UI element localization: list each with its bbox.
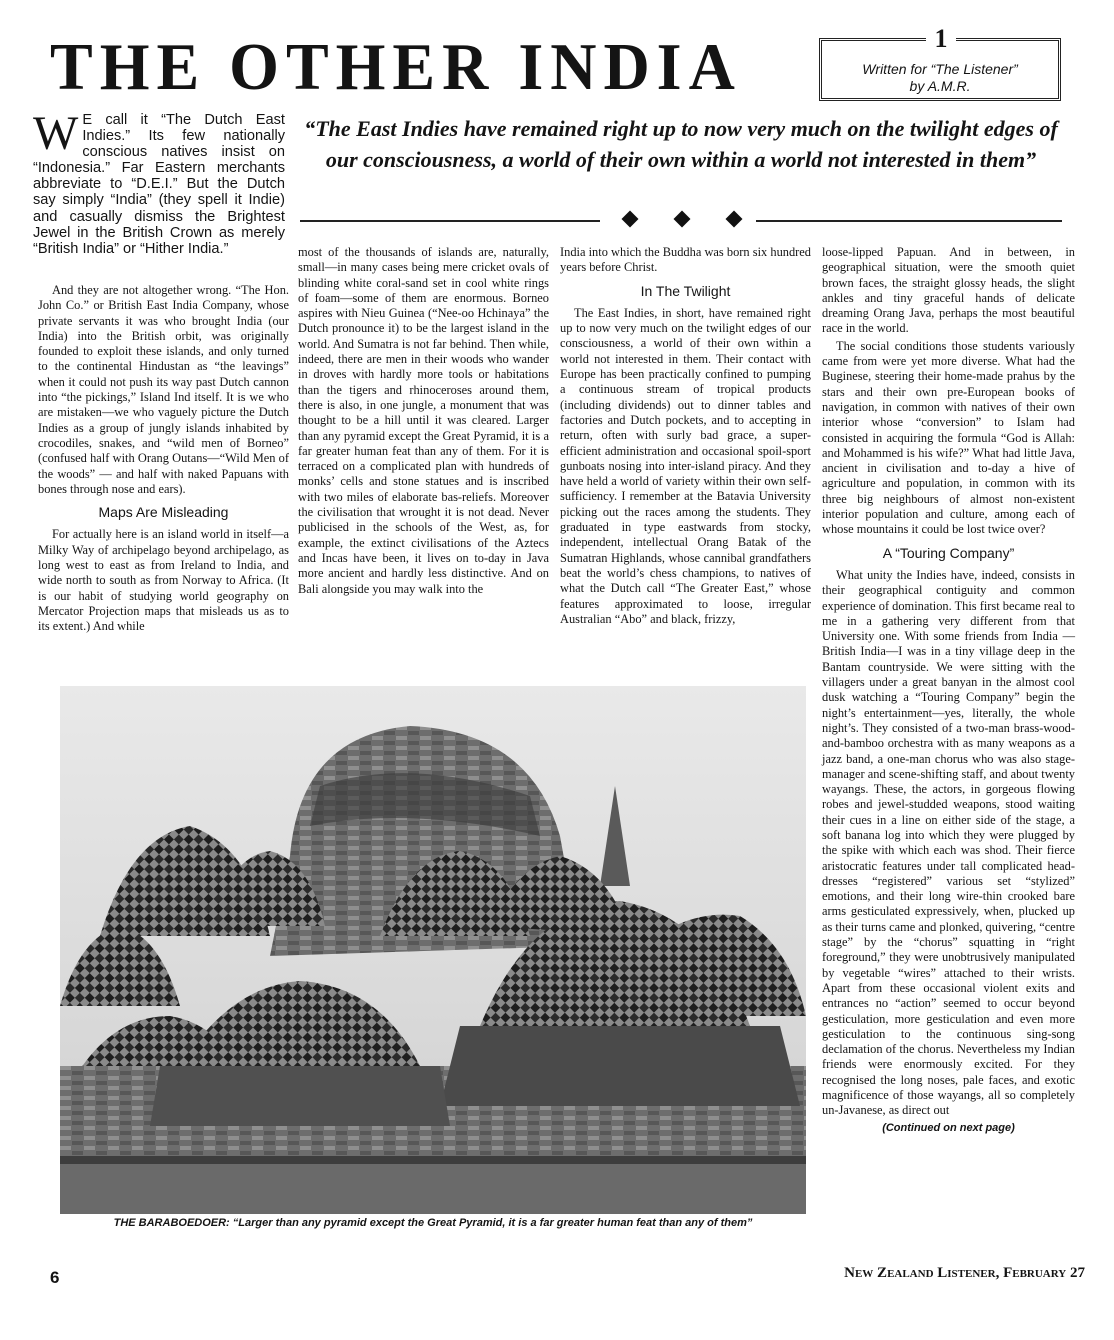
byline-author: by A.M.R. (909, 78, 971, 94)
col3-paragraph: The East Indies, in short, have remained right up to now very much on the twilight edges of our consciousness, a world of their own within a world not interested in them. Their contact with Europe has been practically confined to pumping a continuous stream of tropical products (including dividends) out to dinner tables and factories and Dutch pockets, and to accepting in return, often with surly bad grace, a super-efficient administration and occasional spoil-sport gunboats nosing into inter-island piracy. And they have held a world of variety within their own self-sufficiency. I remember at the Batavia University picking out the races among the students. They graduated in type eastwards from stocky, independent, intellectual Orang Batak of the Sumatran Highlands, whose cannibal grandfathers beat the world’s chess champions, to natives of what the Dutch call “The Greater East,” whose features approximated to loose, irregular Australian “Abo” and black, frizzy, (560, 305, 811, 626)
stupa-illustration (60, 686, 806, 1214)
column-4 (822, 245, 1075, 1136)
byline-written-for: Written for “The Listener” (862, 61, 1018, 77)
page-title: THE OTHER INDIA (50, 28, 742, 104)
subhead-maps: Maps Are Misleading (98, 504, 229, 521)
publication-footer: New Zealand Listener, February 27 (844, 1265, 1085, 1281)
column-2 (298, 245, 549, 597)
diamond-icon (622, 211, 639, 228)
diamond-icon (674, 211, 691, 228)
col4-paragraph: loose-lipped Papuan. And in between, in geographical situation, were the smooth quiet brown faces, the straight glossy heads, the slight ankles and tiny graceful hands of delicate dreaming Orang Java, perhaps the most beautiful race in the world. (822, 245, 1075, 336)
col4-paragraph: What unity the Indies have, indeed, consists in their geographical contiguity and common experience of domination. This first became real to me in a gathering very different from that University one. With some friends from India — British India—I was in a tiny village deep in the Bantam countryside. We were sitting with the villagers under a great banyan in the almost cool dusk watching a “Touring Company” begin the night’s entertainment—yes, literally, the whole night’s. They consisted of a two-man brass-wood-and-bamboo orchestra with as many weapons as a jazz band, a one-man chorus who was also stage-manager and scene-shifting staff, and about twenty wayangs. These, the actors, in gorgeous flowing robes and jewel-studded weapons, stood waiting their cues in a line on either side of the stage, a soft banana log into which they were plugged by the spike with which each was shod. Their fierce aristocratic features under tall complicated head-dresses “registered” various set “stylized” emotions, and their long wire-thin crooked bare arms gesticulated expressively, when, plucked up as their turns came and plonked, quivering, “centre stage” by the “chorus” squatting in “right foreground,” they were unobtrusively manipulated by vegetable “wires” attached to their wrists. Apart from these occasional violent exits and entrances no “action” seemed to occur beyond gesticulation, more gesticulation and even more gesticulation to the continuous sing-song declamation of the chorus. Nevertheless my Indian friends were enormously excited. For they recognised the long noses, pale faces, and exotic magnificence of those wayangs, all so completely un-Javanese, as direct out (822, 567, 1075, 1118)
col4-paragraph: The social conditions those students variously came from were yet more diverse. What had the Buginese, steering their home-made prahus by the stars and their own pre-European books of navigation, in common with natives of their own interior whose “conversion” to Islam had consisted in acquiring the formula “God is Allah: and Mohammed is his wife?” What had little Java, ancient in civilisation and to-day a hive of agriculture and population, in common with its three big neighbours of almost non-existent interior population and culture, among each of whose mountains it could be lost twice over? (822, 338, 1075, 537)
col1-paragraph: For actually here is an island world in itself—a Milky Way of archipelago beyond archipelago, as long west to east as from Ireland to India, and wide north to south as from Norway to Africa. (It is our habit of studying world geography on Mercator Projection maps that misleads us as to its extent.) And while (38, 527, 289, 634)
column-3 (560, 245, 811, 627)
ornament-divider (300, 210, 1062, 230)
subhead-twilight: In The Twilight (640, 282, 731, 299)
intro-text: E call it “The Dutch East Indies.” Its few nationally conscious natives insist on “Indonesia.” Far Eastern merchants abbreviate to “D.E.I.” But the Dutch say simply “India” (they spell it Indie) and casually dismiss the Brightest Jewel in the British Crown as merely “British India” or “Hither India.” (33, 112, 285, 257)
diamond-icon (726, 211, 743, 228)
intro-paragraph (33, 107, 285, 257)
drop-cap: W (33, 107, 79, 160)
page-number: 6 (50, 1268, 60, 1287)
col1-paragraph: And they are not altogether wrong. “The Hon. John Co.” or British East India Company, whose private servants it was who brought India (our India) into the British orbit, was originally founded to exploit these islands, and only turned to the continental Hindustan as “the leavings” when it could not push its way past Dutch cannon into “the pickings,” Island Ind itself. It is we who are mistaken—we who vaguely picture the Dutch Indies as a group of jungly islands inhabited by crocodiles, snakes, and “wild men of Borneo” (confused half with Orang Outans—“Wild Men of the woods” — and half with naked Papuans with bones through nose and ears). (38, 283, 289, 496)
col3-paragraph: India into which the Buddha was born six hundred years before Christ. (560, 245, 811, 275)
subhead-touring: A “Touring Company” (882, 544, 1015, 561)
pull-quote: “The East Indies have remained right up to now very much on the twilight edges of our consciousness, a world of their own within a world not interested in them” (304, 116, 1058, 172)
photo-caption: THE BARABOEDOER: “Larger than any pyramid except the Great Pyramid, it is a far greater human feat than any of them” (113, 1217, 753, 1229)
col2-paragraph: most of the thousands of islands are, naturally, small—in many cases being mere cricket ovals of blinding white coral-sand set in cool white rings of foam—some of them are enormous. Borneo aspires with Nieu Guinea (“Nee-oo Hchinaya” the Dutch pronounce it) to be the largest island in the world. And Sumatra is not far behind. Then while, indeed, there are men in their woods who wander in droves with hardly more tools or habitations than the tigers and rhinoceroses around them, there is also, in one jungle, a monument that was thought to be a hill until it was cleared. Larger than any pyramid except the Great Pyramid, it is a far greater human feat than any of them. For it is terraced on a complicated plan with hundreds of monks’ cells and stone statues and is inscribed with two miles of elaborate bas-reliefs. Moreover the civilisation that wrought it is not dead. Never publicised in the schools of the West, as, for example, the extinct civilisations of the Aztecs and Incas have been, it lives on to-day in Java more ancient and hardly less distinctive. And on Bali alongside you may walk into the (298, 245, 549, 596)
continued-note: (Continued on next page) (882, 1121, 1015, 1134)
borobudur-photo (60, 686, 806, 1214)
article-number: 1 (926, 28, 956, 50)
column-1 (38, 283, 289, 635)
